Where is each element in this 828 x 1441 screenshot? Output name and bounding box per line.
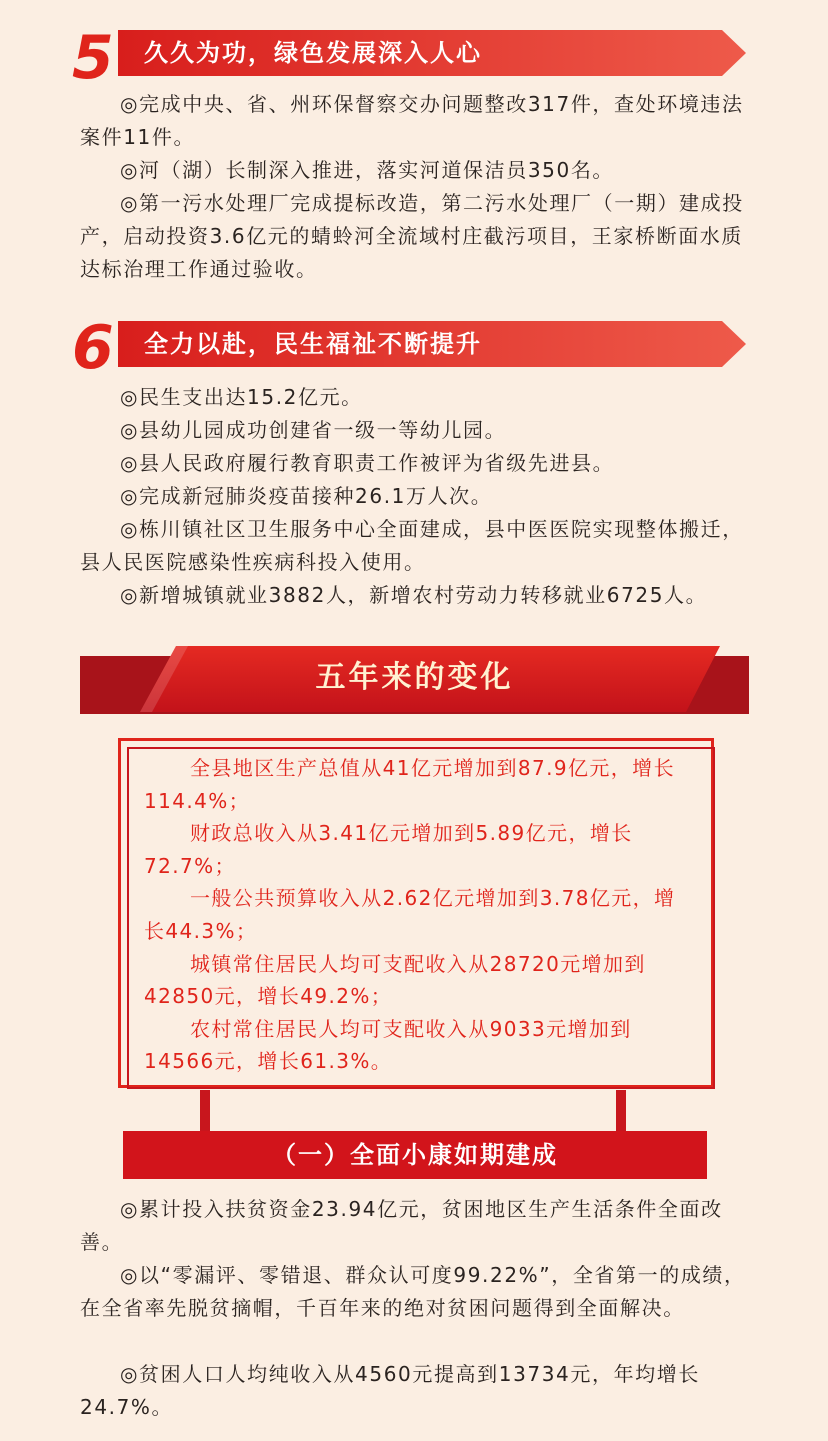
paragraph: ◎第一污水处理厂完成提标改造，第二污水处理厂（一期）建成投产，启动投资3.6亿元的蜻蛉河全流域村庄截污项目，王家桥断面水质达标治理工作通过验收。 (80, 191, 744, 281)
paragraph: ◎栋川镇社区卫生服务中心全面建成，县中医医院实现整体搬迁，县人民医院感染性疾病科投入使用。 (80, 517, 744, 574)
change-item: 财政总收入从3.41亿元增加到5.89亿元，增长72.7%； (144, 821, 633, 878)
paragraph: ◎完成中央、省、州环保督察交办问题整改317件，查处环境违法案件11件。 (80, 92, 744, 149)
paragraph: ◎新增城镇就业3882人，新增农村劳动力转移就业6725人。 (120, 583, 708, 607)
change-item: 全县地区生产总值从41亿元增加到87.9亿元，增长114.4%； (144, 756, 675, 813)
section-title: 久久为功，绿色发展深入人心 (144, 39, 482, 67)
change-item: 一般公共预算收入从2.62亿元增加到3.78亿元，增长44.3%； (144, 886, 676, 943)
changes-ribbon (80, 642, 749, 718)
frame-pillar-left (200, 1090, 210, 1132)
section-banner (118, 30, 746, 76)
paragraph: ◎贫困人口人均纯收入从4560元提高到13734元，年均增长24.7%。 (80, 1362, 700, 1419)
paragraph: ◎县人民政府履行教育职责工作被评为省级先进县。 (120, 451, 615, 475)
paragraph: ◎累计投入扶贫资金23.94亿元，贫困地区生产生活条件全面改善。 (80, 1197, 723, 1254)
section-number: 5 (72, 23, 114, 93)
paragraph: ◎完成新冠肺炎疫苗接种26.1万人次。 (120, 484, 493, 508)
section-banner (118, 321, 746, 367)
changes-list (144, 752, 689, 1078)
change-item: 城镇常住居民人均可支配收入从28720元增加到42850元，增长49.2%； (144, 951, 646, 1009)
frame-pillar-right (616, 1090, 626, 1132)
section-number: 6 (72, 313, 114, 383)
paragraph: ◎民生支出达15.2亿元。 (120, 385, 363, 409)
changes-title: 五年来的变化 (315, 660, 514, 695)
subsection-banner (123, 1131, 707, 1179)
paragraph: ◎县幼儿园成功创建省一级一等幼儿园。 (120, 418, 507, 442)
subsection-title: （一）全面小康如期建成 (272, 1141, 558, 1169)
paragraph: ◎以“零漏评、零错退、群众认可度99.22%”，全省第一的成绩，在全省率先脱贫摘帽，千百年来的绝对贫困问题得到全面解决。 (80, 1263, 746, 1320)
change-item: 农村常住居民人均可支配收入从9033元增加到14566元，增长61.3%。 (144, 1016, 632, 1074)
paragraph: ◎河（湖）长制深入推进，落实河道保洁员350名。 (120, 158, 615, 182)
section-title: 全力以赴，民生福祉不断提升 (144, 330, 482, 358)
